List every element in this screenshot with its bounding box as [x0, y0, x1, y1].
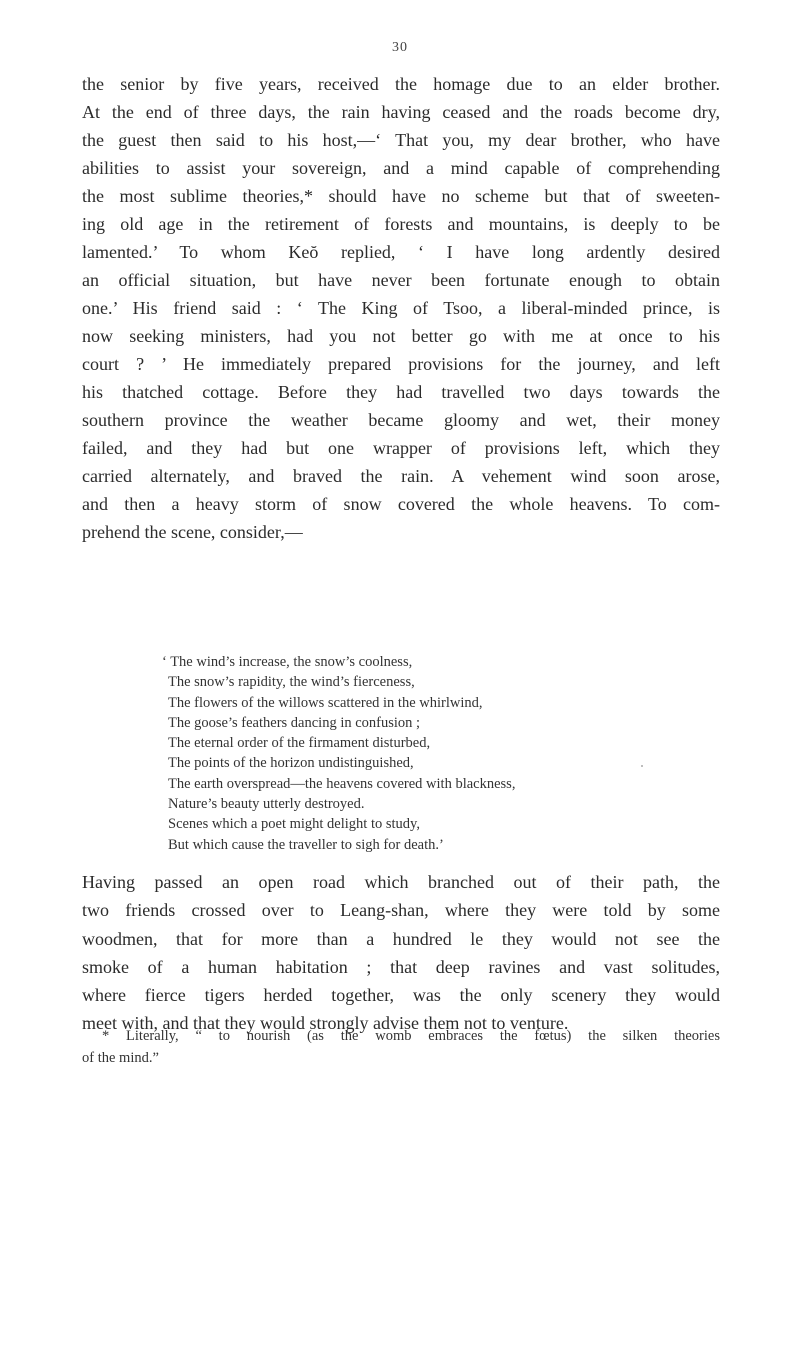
poem-line: The earth overspread—the heavens covered with blackness, [168, 775, 516, 792]
text-line: the senior by five years, received the homage due to an elder brother. [82, 74, 720, 94]
poem-line: Nature’s beauty utterly destroyed. [168, 796, 365, 813]
print-speck [641, 765, 643, 767]
text-line: two friends crossed over to Leang-shan, where they were told by some [82, 900, 720, 921]
poem-line: The snow’s rapidity, the wind’s fierceness, [168, 674, 415, 691]
text-line: the guest then said to his host,—‘ That you, my dear brother, who have [82, 130, 720, 150]
text-line: meet with, and that they would strongly advise them not to venture. [82, 1013, 569, 1034]
paragraph-2 [82, 868, 720, 1038]
text-line: one.’ His friend said : ‘ The King of Tsoo, a liberal-minded prince, is [82, 298, 720, 318]
text-line: court ? ’ He immediately prepared provisions for the journey, and left [82, 354, 720, 374]
text-line: failed, and they had but one wrapper of provisions left, which they [82, 438, 720, 458]
text-line: smoke of a human habitation ; that deep ravines and vast solitudes, [82, 956, 720, 977]
footnote [82, 1025, 720, 1069]
text-line: Having passed an open road which branched out of their path, the [82, 872, 720, 892]
poem-line: ‘ The wind’s increase, the snow’s coolness, [162, 654, 413, 670]
paragraph-1 [82, 70, 720, 546]
text-line: where fierce tigers herded together, was the only scenery they would [82, 985, 720, 1006]
poem-line: But which cause the traveller to sigh for death.’ [168, 836, 444, 853]
text-line: an official situation, but have never been fortunate enough to obtain [82, 270, 720, 290]
poem-line: The flowers of the willows scattered in the whirlwind, [168, 694, 483, 711]
text-line: southern province the weather became gloomy and wet, their money [82, 410, 720, 430]
text-line: At the end of three days, the rain having ceased and the roads become dry, [82, 102, 720, 122]
text-line: carried alternately, and braved the rain. A vehement wind soon arose, [82, 466, 720, 486]
page-number: 30 [392, 40, 408, 55]
poem-line: Scenes which a poet might delight to study, [168, 816, 420, 833]
text-line: woodmen, that for more than a hundred le they would not see the [82, 928, 720, 949]
footnote-line: of the mind.” [82, 1050, 159, 1066]
text-line: and then a heavy storm of snow covered the whole heavens. To com- [82, 494, 720, 514]
footnote-line: * Literally, “ to nourish (as the womb embraces the fœtus) the silken theories [102, 1028, 720, 1044]
poem-line: The eternal order of the firmament disturbed, [168, 735, 431, 752]
text-line: abilities to assist your sovereign, and a mind capable of comprehending [82, 158, 720, 178]
poem-line: The goose’s feathers dancing in confusion ; [168, 714, 421, 731]
poem-line: The points of the horizon undistinguished, [168, 755, 414, 772]
text-line: the most sublime theories,* should have no scheme but that of sweeten- [82, 186, 720, 206]
poem-quotation [162, 652, 722, 855]
text-line: his thatched cottage. Before they had travelled two days towards the [82, 382, 720, 402]
text-line: ing old age in the retirement of forests and mountains, is deeply to be [82, 214, 720, 234]
text-line: now seeking ministers, had you not better go with me at once to his [82, 326, 720, 346]
text-line: prehend the scene, consider,— [82, 522, 303, 542]
text-line: lamented.’ To whom Keŏ replied, ‘ I have long ardently desired [82, 242, 720, 262]
